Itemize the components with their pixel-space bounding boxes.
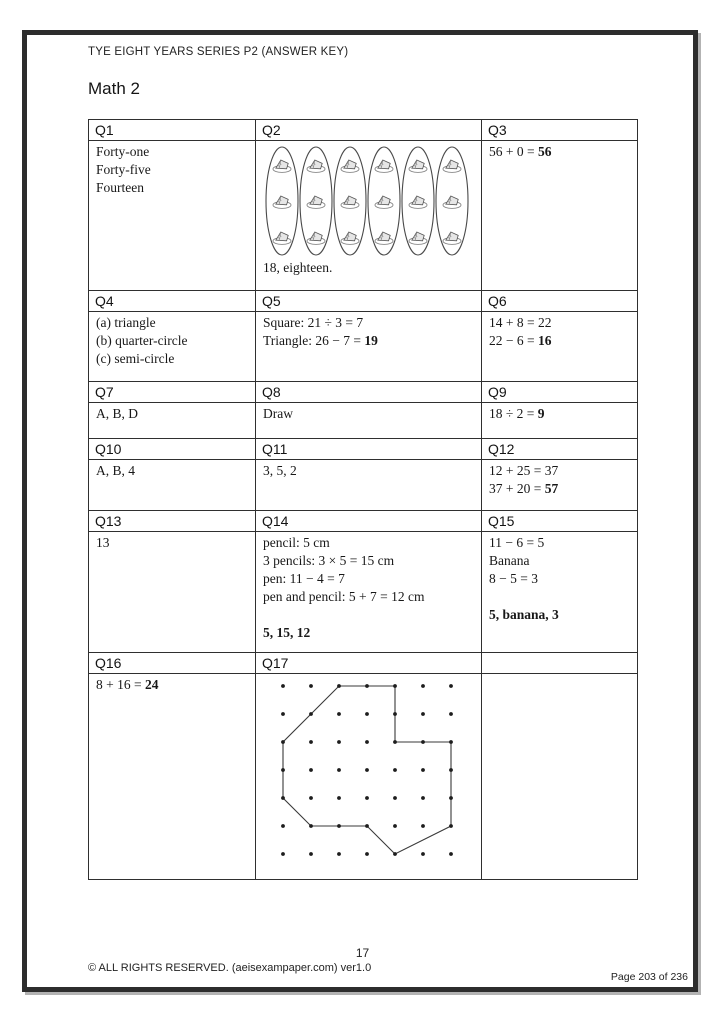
question-label-q5: Q5 <box>256 291 482 312</box>
page-number: 17 <box>355 946 370 960</box>
answer-line: pencil: 5 cm <box>263 535 330 550</box>
cake-slice-icon <box>307 196 325 208</box>
answer-cell <box>89 532 256 653</box>
answer-line: Forty-one <box>96 144 150 159</box>
answer-line: Fourteen <box>96 180 144 195</box>
page-frame <box>22 30 698 992</box>
question-label-q2: Q2 <box>256 120 482 141</box>
answer-cell <box>482 312 638 382</box>
answer-line: (c) semi-circle <box>96 351 175 366</box>
cake-slice-icon <box>307 232 325 244</box>
cake-slice-icon <box>409 160 427 172</box>
question-label-q13: Q13 <box>89 511 256 532</box>
copyright-line: © ALL RIGHTS RESERVED. (aeisexampaper.com) ver1.0 <box>88 962 372 974</box>
question-label-q6: Q6 <box>482 291 638 312</box>
answer-line: 14 + 8 = 22 <box>489 315 552 330</box>
answer-cell <box>89 460 256 511</box>
answer-cell <box>89 674 256 880</box>
question-label-q17: Q17 <box>256 653 482 674</box>
answer-line <box>489 588 630 606</box>
answer-table-body <box>89 120 638 880</box>
answer-line: Banana <box>489 553 530 568</box>
answer-cell <box>482 532 638 653</box>
question-label-q8: Q8 <box>256 382 482 403</box>
question-label-q3: Q3 <box>482 120 638 141</box>
answer-line: 37 + 20 = 57 <box>489 481 559 496</box>
answer-line: 3 pencils: 3 × 5 = 15 cm <box>263 553 395 568</box>
cake-groups-figure <box>265 144 469 258</box>
question-label-q7: Q7 <box>89 382 256 403</box>
answer-cell <box>482 141 638 291</box>
cake-slice-icon <box>443 160 461 172</box>
question-label-q16: Q16 <box>89 653 256 674</box>
answer-line: Triangle: 26 − 7 = 19 <box>263 333 378 348</box>
cake-slice-icon <box>375 160 393 172</box>
answer-line: 18 ÷ 2 = 9 <box>489 406 545 421</box>
cake-slice-icon <box>409 196 427 208</box>
cake-slice-icon <box>307 160 325 172</box>
question-label-q12: Q12 <box>482 439 638 460</box>
answer-line: A, B, D <box>96 406 139 421</box>
answer-line: 12 + 25 = 37 <box>489 463 559 478</box>
question-label-q11: Q11 <box>256 439 482 460</box>
answer-table <box>88 119 638 880</box>
answer-cell <box>482 674 638 880</box>
answer-cell <box>256 312 482 382</box>
answer-line: 11 − 6 = 5 <box>489 535 545 550</box>
answer-cell <box>256 403 482 439</box>
answer-line: A, B, 4 <box>96 463 136 478</box>
answer-cell <box>256 141 482 291</box>
question-label-q14: Q14 <box>256 511 482 532</box>
cake-slice-icon <box>273 232 291 244</box>
answer-cell <box>256 532 482 653</box>
question-label-q9: Q9 <box>482 382 638 403</box>
answer-cell <box>89 403 256 439</box>
answer-line: 5, 15, 12 <box>263 625 311 640</box>
document-header: TYE EIGHT YEARS SERIES P2 (ANSWER KEY) <box>88 46 349 58</box>
answer-line: Square: 21 ÷ 3 = 7 <box>263 315 364 330</box>
cake-slice-icon <box>443 232 461 244</box>
cake-slice-icon <box>341 160 359 172</box>
answer-line: pen and pencil: 5 + 7 = 12 cm <box>263 589 425 604</box>
answer-cell <box>256 460 482 511</box>
dot-grid-figure <box>277 678 457 860</box>
answer-line: Draw <box>263 406 293 421</box>
answer-line: 5, banana, 3 <box>489 607 559 622</box>
answer-cell <box>482 460 638 511</box>
answer-line: 56 + 0 = 56 <box>489 144 552 159</box>
question-label-q1: Q1 <box>89 120 256 141</box>
answer-cell <box>482 403 638 439</box>
question-label-q10: Q10 <box>89 439 256 460</box>
answer-cell <box>89 141 256 291</box>
cake-slice-icon <box>341 196 359 208</box>
answer-line: 8 − 5 = 3 <box>489 571 538 586</box>
answer-line: 3, 5, 2 <box>263 463 297 478</box>
question-label-q15: Q15 <box>482 511 638 532</box>
question-label-q4: Q4 <box>89 291 256 312</box>
answer-line: 8 + 16 = 24 <box>96 677 159 692</box>
answer-cell <box>256 674 482 880</box>
answer-cell <box>89 312 256 382</box>
answer-line: (b) quarter-circle <box>96 333 188 348</box>
cake-slice-icon <box>273 196 291 208</box>
cake-slice-icon <box>443 196 461 208</box>
answer-line: pen: 11 − 4 = 7 <box>263 571 345 586</box>
question-label-empty <box>482 653 638 674</box>
page-indicator: Page 203 of 236 <box>610 971 688 983</box>
answer-line: (a) triangle <box>96 315 156 330</box>
section-title: Math 2 <box>88 79 140 98</box>
answer-line: 22 − 6 = 16 <box>489 333 552 348</box>
cake-slice-icon <box>375 196 393 208</box>
answer-line: 13 <box>96 535 110 550</box>
cake-slice-icon <box>375 232 393 244</box>
cake-slice-icon <box>409 232 427 244</box>
answer-line <box>263 606 474 624</box>
cake-slice-icon <box>273 160 291 172</box>
answer-line: 18, eighteen. <box>263 260 333 275</box>
answer-line: Forty-five <box>96 162 151 177</box>
cake-slice-icon <box>341 232 359 244</box>
